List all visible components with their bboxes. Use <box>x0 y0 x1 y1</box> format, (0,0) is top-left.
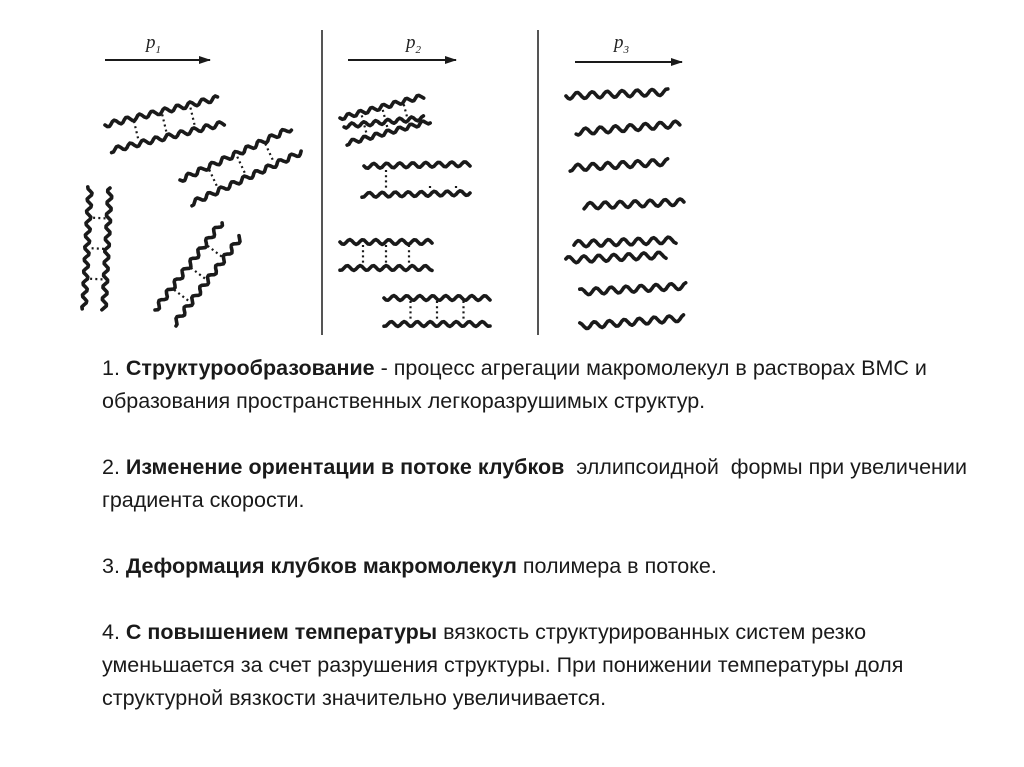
item-number: 1. <box>102 356 126 380</box>
flow-arrow-3 <box>575 32 682 62</box>
arrow-subscript: 1 <box>155 44 161 56</box>
crosslink <box>90 248 104 249</box>
item-term: С повышением температуры <box>125 620 438 644</box>
list-item <box>102 550 982 583</box>
svg-text:p3 <box>612 32 630 56</box>
list-item <box>102 616 982 715</box>
polymer-flow-diagram <box>0 0 1024 345</box>
crosslink <box>190 108 195 127</box>
item-description: полимера в потоке. <box>516 554 717 578</box>
crosslink <box>174 290 188 301</box>
polymer-chain <box>566 89 668 99</box>
polymer-chain <box>176 236 240 326</box>
item-description: - процесс агрегации макромолекул в растворах ВМС и образования пространственных легкоразрушимых структур. <box>102 356 927 413</box>
polymer-chain <box>344 116 423 128</box>
crosslink <box>191 268 205 279</box>
diagram-canvas <box>0 0 1024 345</box>
item-description: вязкость структурированных систем резко уменьшается за счет разрушения структуры. При понижении температуры доля структурной вязкости значительно увеличивается. <box>102 620 904 710</box>
crosslink <box>162 114 167 133</box>
flow-arrow-1 <box>105 32 210 60</box>
polymer-chain <box>340 240 432 245</box>
panel-deformed-coils <box>566 89 686 328</box>
flow-arrow-2 <box>348 32 456 60</box>
polymer-chain <box>384 296 490 301</box>
polymer-chain <box>584 199 684 209</box>
polymer-chain <box>362 191 470 197</box>
list-item <box>102 451 982 517</box>
polymer-chain <box>82 187 92 309</box>
polymer-chain <box>155 223 222 310</box>
arrow-label: p <box>614 32 624 53</box>
panel-structured-network <box>82 96 301 326</box>
arrow-label: p <box>146 32 156 53</box>
arrow-subscript: 2 <box>415 44 421 56</box>
polymer-chain <box>105 96 218 127</box>
arrow-subscript: 3 <box>623 44 629 56</box>
polymer-chain <box>574 237 676 247</box>
item-term: Изменение ориентации в потоке клубков <box>125 455 565 479</box>
crosslink <box>134 121 139 140</box>
polymer-chain <box>566 252 666 262</box>
item-term: Деформация клубков макромолекул <box>125 554 517 578</box>
item-number: 2. <box>102 455 126 479</box>
polymer-chain <box>570 159 667 171</box>
svg-text:p2 <box>404 32 422 56</box>
item-description: эллипсоидной формы при увеличении градиента скорости. <box>102 455 973 512</box>
list-item <box>102 352 982 418</box>
polymer-chain <box>340 266 432 271</box>
svg-text:p1 <box>144 32 161 56</box>
polymer-chain <box>576 121 680 135</box>
polymer-chain <box>580 315 684 329</box>
crosslink <box>265 144 273 162</box>
item-number: 3. <box>102 554 126 578</box>
panel-oriented-aggregates <box>340 95 490 326</box>
polymer-chain <box>364 162 470 168</box>
polymer-chain <box>112 122 225 153</box>
polymer-chain <box>192 151 301 206</box>
crosslink <box>209 170 217 188</box>
polymer-chain <box>384 322 490 327</box>
item-number: 4. <box>102 620 126 644</box>
crosslink <box>89 279 103 280</box>
description-text <box>102 352 982 748</box>
polymer-chain <box>580 283 686 295</box>
arrow-label: p <box>406 32 416 53</box>
item-term: Структурообразование <box>125 356 375 380</box>
crosslink <box>208 246 222 257</box>
crosslink <box>92 218 106 219</box>
polymer-chain <box>180 130 291 181</box>
crosslink <box>237 157 245 175</box>
